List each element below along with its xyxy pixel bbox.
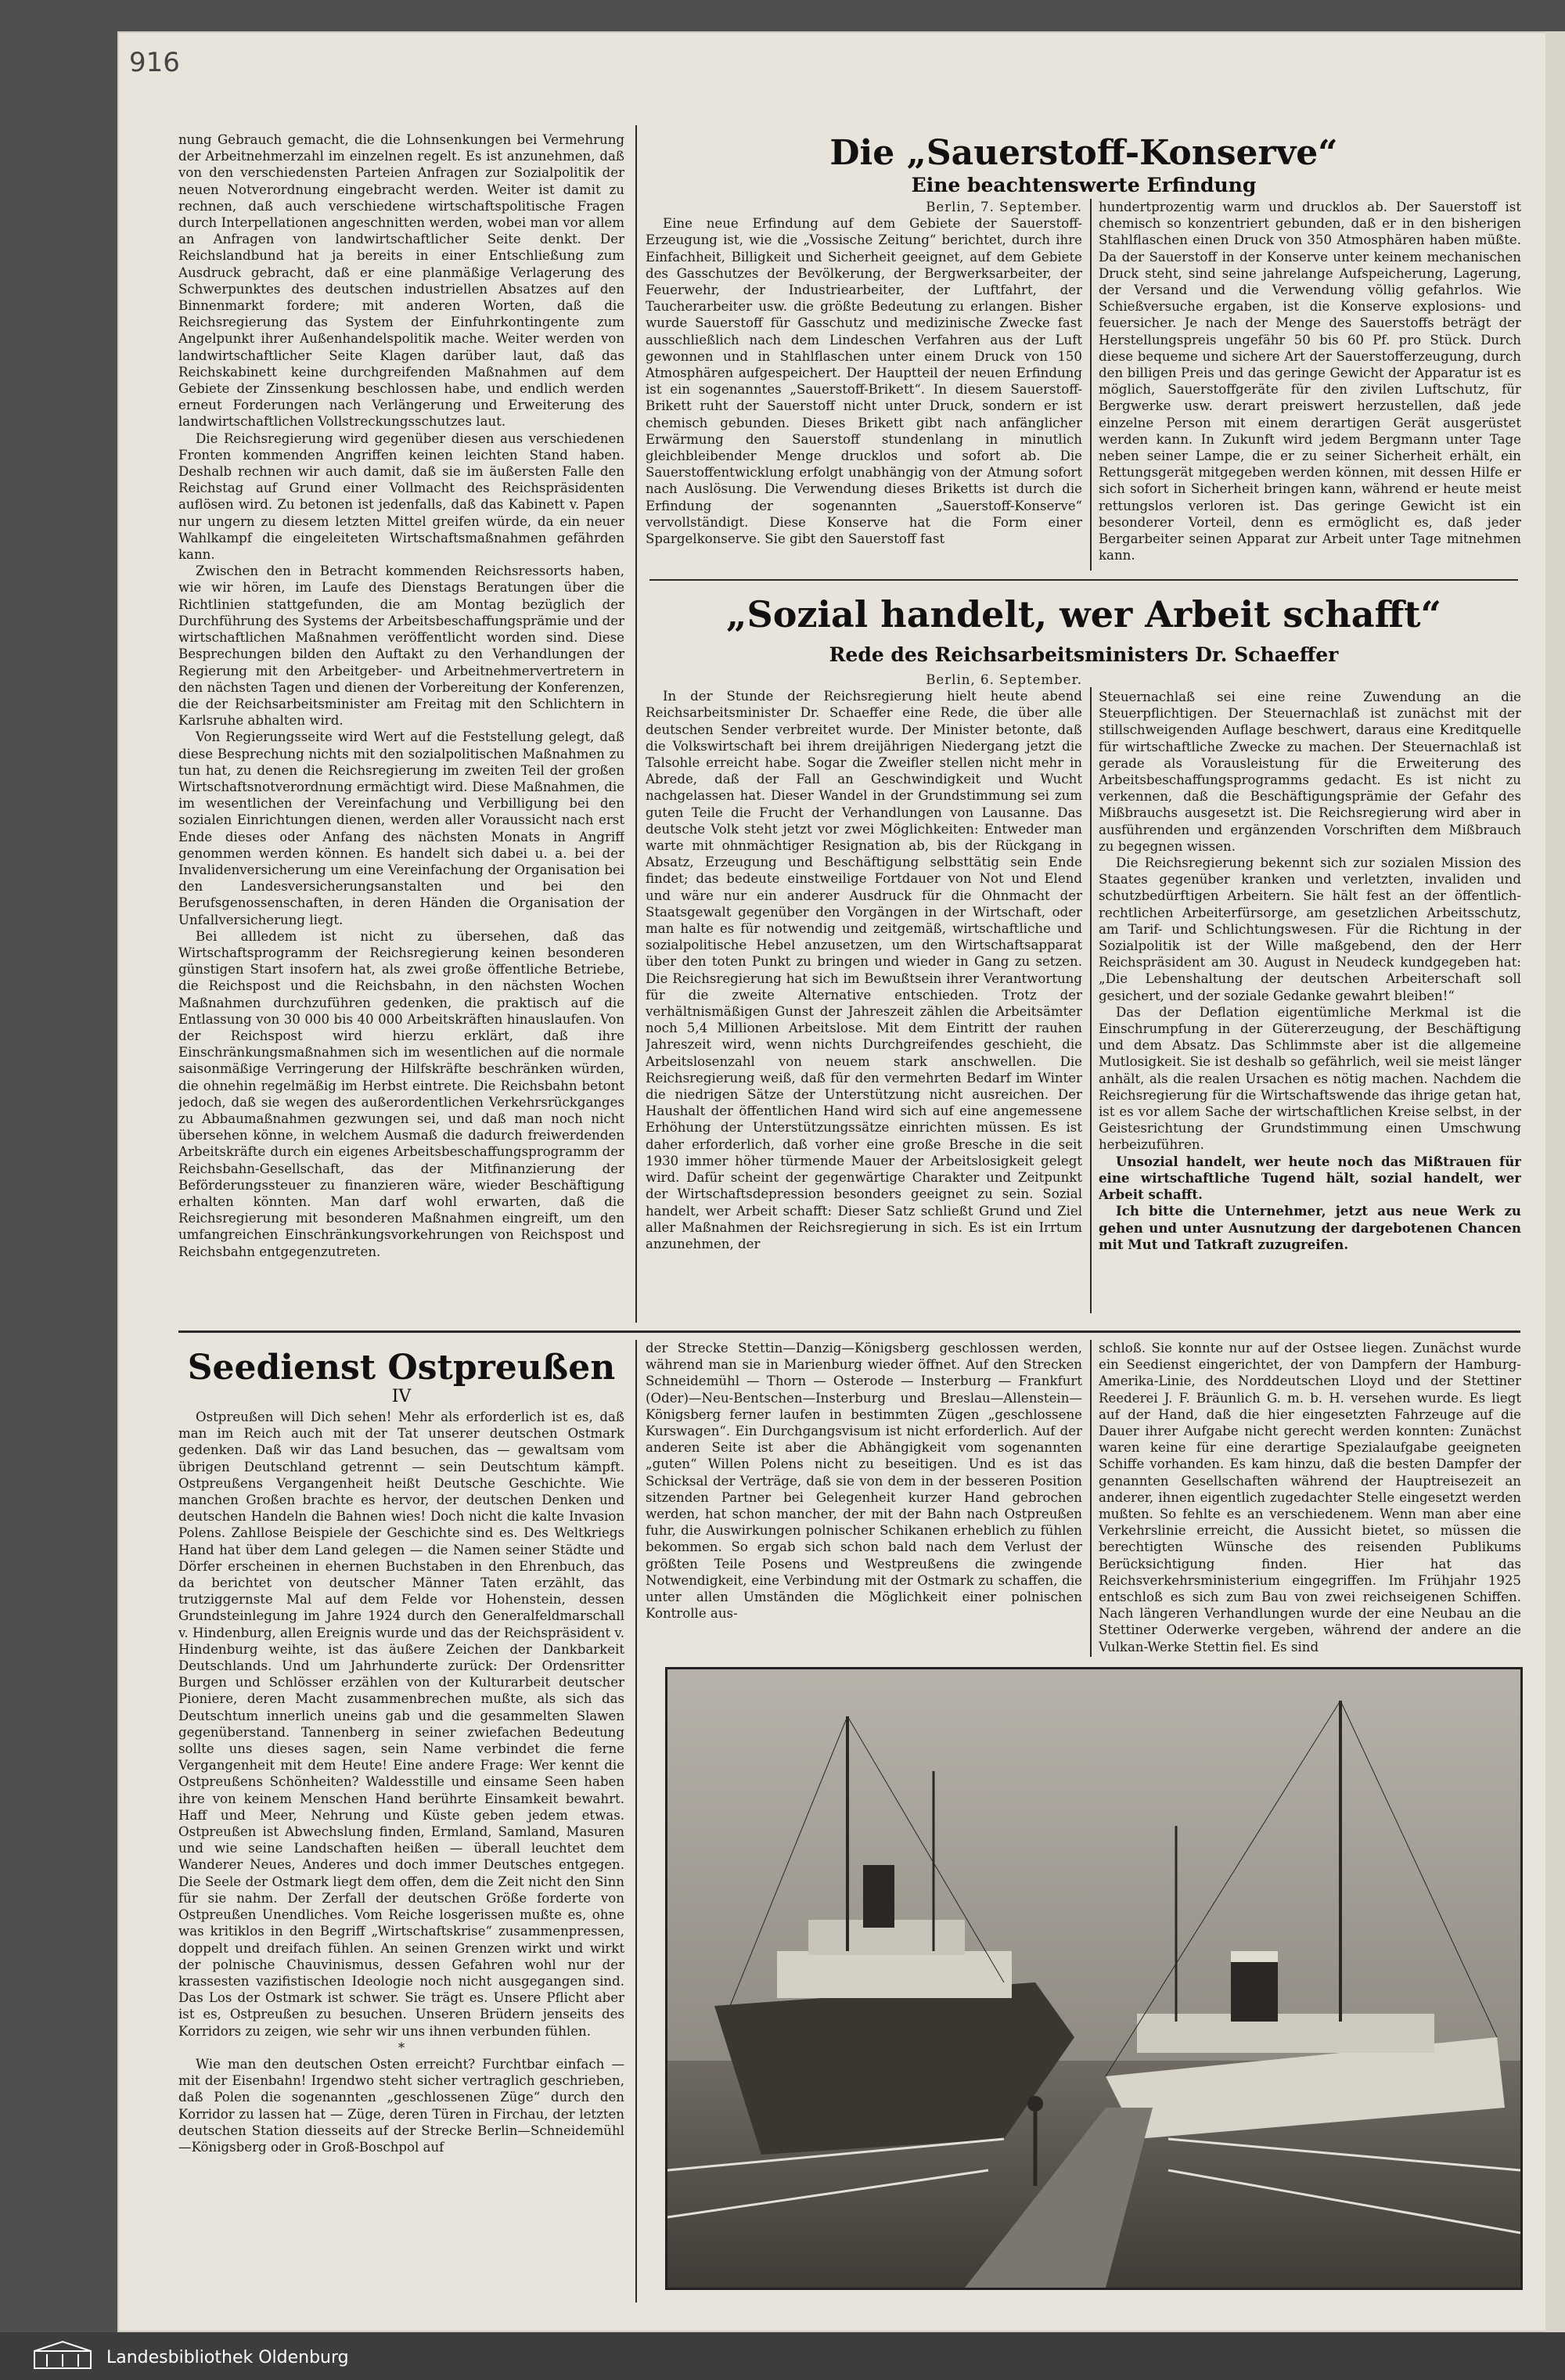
library-logo-icon — [31, 2340, 94, 2371]
article3-body: Wie man den deutschen Osten erreicht? Furchtbar einfach — mit der Eisenbahn! Irgendwo steht sicher vertraglich geschrieben, daß Polen die sogenannten „geschlossenen Züge“ durch den Korridor zu lassen hat — Züge, deren Türen in Firchau, der letzten deutschen Station diesseits auf der Strecke Berlin—Schneidemühl—Königsberg oder in Groß-Boschpol auf — [178, 2056, 624, 2155]
left-paragraph: Bei allledem ist nicht zu übersehen, daß das Wirtschaftsprogramm der Reichsregierung keinen besonderen günstigen Start insofern hat, als zwei große öffentliche Betriebe, die Reichspost und die Reichsbahn, in den nächsten Wochen Maßnahmen durchzuführen gedenken, die praktisch auf die Entlassung von 30 000 bis 40 000 Arbeitskräften hinauslaufen. Von der Reichspost wird hierzu erklärt, daß ihre Einschränkungsmaßnahmen sich im wesentlichen auf die normale saisonmäßige Verringerung der Hilfskräfte beschränken würden, die ohnehin regelmäßig im Herbst eintrete. Die Reichsbahn betont jedoch, daß sie wegen des außerordentlichen Verkehrsrückganges zu Abbaumaßnahmen gezwungen sei, und daß man noch nicht übersehen könne, in welchem Ausmaß die dadurch freiwerdenden Arbeitskräfte durch ein eigenes Arbeitsbeschaffungsprogramm der Reichsbahn-Gesellschaft, das der Mitfinanzierung der Beförderungssteuer zu finanzieren wäre, wieder Beschäftigung erhalten könnten. Man darf wohl erwarten, daß die Reichsregierung mit besonderen Maßnahmen eingreift, um den umfangreichen Einschränkungsvorkehrungen von Reichspost und Reichsbahn entgegenzutreten. — [178, 928, 624, 1259]
article2-body-right: Ich bitte die Unternehmer, jetzt aus neue Werk zu gehen und unter Ausnutzung der dargebotenen Chancen mit Mut und Tatkraft zuzugreifen. — [1099, 1203, 1521, 1252]
left-paragraph: Zwischen den in Betracht kommenden Reichsressorts haben, wie wir hören, im Laufe des Dienstags Beratungen über die Richtlinien stattgefunden, die am Montag bezüglich der Durchführung des Systems der Arbeitsbeschaffungsprämie und der wirtschaftlichen Maßnahmen veröffentlicht worden sind. Diese Besprechungen bilden den Auftakt zu den Verhandlungen der Regierung mit den Arbeitgeber- und Arbeitnehmervertretern in den nächsten Tagen und dienen der Vorbereitung der Konferenzen, die der Reichsarbeitsminister am Freitag mit den Schlichtern in Karlsruhe abhalten wird. — [178, 563, 624, 729]
article1-dateline: Berlin, 7. September. — [926, 200, 1082, 214]
column-rule — [1090, 687, 1092, 1313]
article1-body-right: hundertprozentig warm und drucklos ab. Der Sauerstoff ist chemisch so konzentriert gebunden, daß er in den bisherigen Stahlflaschen einen Druck von 350 Atmosphären haben müßte. Da der Sauerstoff in der Konserve unter keinem mechanischen Druck steht, sind seine jahrelange Aufspeicherung, Lagerung, der Versand und die Verwendung völlig gefahrlos. Wie Schießversuche ergaben, ist die Konserve explosions- und feuersicher. Je nach der Menge des Sauerstoffs beträgt der Herstellungspreis ungefähr 50 bis 60 Pf. pro Stück. Durch diese bequeme und sichere Art der Sauerstofferzeugung, durch den billigen Preis und das geringe Gewicht der Apparatur ist es möglich, Sauerstoffgeräte für den zivilen Luftschutz, für Bergwerke usw. derart preiswert herzustellen, daß jede einzelne Person mit einem derartigen Gerät ausgerüstet werden kann. In Zukunft wird jedem Bergmann unter Tage neben seiner Lampe, die er zu seiner Sicherheit erhält, ein Rettungsgerät mitgegeben werden können, mit dessen Hilfe er sich sofort in Sicherheit bringen kann, während er heute meist rettungslos verloren ist. Das geringe Gewicht ist ein besonderer Vorteil, denn es ermöglicht es, daß jeder Bergarbeiter seinen Apparat zur Arbeit unter Tage mitnehmen kann. — [1099, 200, 1521, 563]
article2-body-right: Das der Deflation eigentümliche Merkmal ist die Einschrumpfung in der Gütererzeugung, der Beschäftigung und dem Absatz. Das Schlimmste aber ist die allgemeine Mutlosigkeit. Sie ist deshalb so gefährlich, weil sie meist länger anhält, als die realen Ursachen es nötig machen. Nachdem die Reichsregierung für die Wirtschaftswende das ihrige getan hat, ist es vor allem Sache der wirtschaftlichen Kreise selbst, in der Geistesrichtung der Grundstimmung einen Umschwung herbeizuführen. — [1099, 1004, 1521, 1153]
article3-body-right: schloß. Sie konnte nur auf der Ostsee liegen. Zunächst wurde ein Seedienst eingerichtet, der von Dampfern der Hamburg-Amerika-Linie, des Norddeutschen Lloyd und der Stettiner Reederei J. F. Bräunlich G. m. b. H. versehen wurde. Es liegt auf der Hand, daß die hier eingesetzten Fahrzeuge auf die Dauer ihrer Aufgabe nicht gerecht werden konnten: Zunächst waren keine für eine derartige Spezialaufgabe geeigneten Schiffe vorhanden. Es kam hinzu, daß die besten Dampfer der genannten Gesellschaften während der Hauptreisezeit an anderer, ihnen eigentlich zugedachter Stelle eingesetzt werden mußten. So fehlte es an verschiedenem. Wenn man aber eine Verkehrslinie erreicht, die Aussicht bietet, so müssen die berechtigten Wünsche des reisenden Publikums Berücksichtigung finden. Hier hat das Reichsverkehrsministerium eingegriffen. Im Frühjahr 1925 entschloß es sich zum Bau von zwei reichseigenen Schiffen. Nach längeren Verhandlungen wurde der eine Neubau an die Stettiner Oderwerke vergeben, während der andere an die Vulkan-Werke Stettin fiel. Es sind — [1099, 1341, 1521, 1654]
article3-col2 — [646, 1340, 1082, 1657]
article2-col2 — [1099, 689, 1521, 1321]
article1-subtitle: Eine beachtenswerte Erfindung — [911, 174, 1257, 196]
article2-body-right: Die Reichsregierung bekennt sich zur sozialen Mission des Staates gegenüber kranken und verletzten, invaliden und schutzbedürftigen Arbeitern. Sie hält fest an der öffentlich-rechtlichen Arbeiterfürsorge, am gesetzlichen Arbeitsschutz, am Tarif- und Schlichtungswesen. Für die Richtung in der Sozialpolitik ist der Wille maßgebend, den der Herr Reichspräsident am 30. August in Neudeck kundgegeben hat: „Die Lebenshaltung der deutschen Arbeiterschaft soll gesichert, und der soziale Gedanke gewahrt bleiben!“ — [1099, 855, 1521, 1003]
article1-col1 — [646, 199, 1082, 574]
article2-body-left: In der Stunde der Reichsregierung hielt heute abend Reichsarbeitsminister Dr. Schaeffer eine Rede, die über alle deutschen Sender verbreitet wurde. Der Minister betonte, daß die Volkswirtschaft bei ihrem dreijährigen Niedergang jetzt die Talsohle erreicht habe. Sogar die Zweifler stellen nicht mehr in Abrede, daß der Fall an Geschwindigkeit und Wucht nachgelassen hat. Dieser Wandel in der Grundstimmung sei zum guten Teile die Frucht der Verhandlungen von Lausanne. Das deutsche Volk steht jetzt vor zwei Möglichkeiten: Entweder man warte mit ohnmächtiger Resignation ab, bis der Rückgang in Absatz, Erzeugung und Beschäftigung selbsttätig sein Ende findet; das bedeute einstweilige Fortdauer von Not und Elend und wäre nur ein anderer Ausdruck für die Ohnmacht der Staatsgewalt gegenüber den Vorgängen in der Wirtschaft, oder man halte es für notwendig und zeitgemäß, wirtschaftliche und sozialpolitische Hebel anzusetzen, um den Wirtschaftsapparat über den toten Punkt zu bringen und wieder in Gang zu setzen. Die Reichsregierung hat sich im Bewußtsein ihrer Verantwortung für die zweite Alternative entschieden. Trotz der verhältnismäßigen Gunst der Jahreszeit zählen die Arbeitsämter noch 5,4 Millionen Arbeitslose. Mit dem Eintritt der rauhen Jahreszeit wird, wenn nichts Durchgreifendes geschieht, die Arbeitslosenzahl von neuem stark anschwellen. Die Reichsregierung weiß, daß für den vermehrten Bedarf im Winter die niedrigen Sätze der Unterstützung nicht ausreichen. Der Haushalt der öffentlichen Hand wird sich auf eine angemessene Erhöhung der Unterstützungssätze einrichten müssen. Es ist daher erforderlich, daß vorher eine große Bresche in die seit 1930 immer höher türmende Mauer der Arbeitslosigkeit gelegt wird. Dafür scheint der gegenwärtige Charakter und Zeitpunkt der Wirtschaftsdepression besonders geeignet zu sein. Sozial handelt, wer Arbeit schafft: Dieser Satz schließt Grund und Ziel aller Maßnahmen der Reichsregierung in sich. Es ist ein Irrtum anzunehmen, der — [646, 689, 1082, 1251]
article2-col1 — [646, 672, 1082, 1318]
article1-title: Die „Sauerstoff-Konserve“ — [829, 133, 1338, 173]
article2-dateline: Berlin, 6. September. — [926, 672, 1082, 687]
column-rule — [635, 125, 637, 1323]
article1-col2 — [1099, 199, 1521, 574]
column-rule — [635, 1340, 637, 2303]
article3-title: Seedienst Ostpreußen — [187, 1348, 616, 1388]
left-paragraph: Von Regierungsseite wird Wert auf die Feststellung gelegt, daß diese Besprechung nichts mit den sozialpolitischen Maßnahmen zu tun hat, zu denen die Reichsregierung im zweiten Teil der großen Wirtschaftsnotverordnung ermächtigt wird. Diese Maßnahmen, die im wesentlichen der Vereinfachung und Verbilligung bei den sozialen Einrichtungen dienen, werden aller Voraussicht nach erst Ende dieses oder Anfang des nächsten Monats in Angriff genommen werden können. Es handelt sich dabei u. a. bei der Invalidenversicherung um eine Vereinfachung der Organisation bei den Landesversicherungsanstalten und bei den Berufsgenossenschaften, in deren Händen die Organisation der Unfallversicherung liegt. — [178, 729, 624, 927]
article3-body-middle: der Strecke Stettin—Danzig—Königsberg geschlossen werden, während man sie in Marienburg wieder öffnet. Auf den Strecken Schneidemühl — Thorn — Osterode — Insterburg — Frankfurt (Oder)—Neu-Bentschen—Insterburg und Breslau—Allenstein—Königsberg ferner laufen in bestimmten Zügen „geschlossene Kurswagen“. Ein Durchgangsvisum ist nicht erforderlich. Auf der anderen Seite ist aber die Abhängigkeit vom sogenannten „guten“ Willen Polens nicht zu beseitigen. Und es ist das Schicksal der Verträge, daß sie von dem in der besseren Position sitzenden Partner bei Gelegenheit kurzer Hand gebrochen werden, hat schon mancher, der mit der Bahn nach Ostpreußen fuhr, die Auswirkungen polnischer Schikanen erheblich zu fühlen bekommen. So ergab sich schon bald nach dem Verlust der größten Teile Posens und Westpreußens die zwingende Notwendigkeit, eine Verbindung mit der Ostmark zu schaffen, die unter allen Umständen die Möglichkeit einer polnischen Kontrolle aus- — [646, 1341, 1082, 1622]
column-rule — [1090, 1340, 1092, 1657]
article3-col1 — [178, 1409, 624, 2309]
star-separator: * — [398, 2040, 405, 2055]
article2-subtitle: Rede des Reichsarbeitsministers Dr. Schaeffer — [829, 643, 1339, 666]
left-paragraph: Die Reichsregierung wird gegenüber diesen aus verschiedenen Fronten kommenden Angriffen keinen leichten Stand haben. Deshalb rechnen wir auch damit, daß sie im äußersten Falle den Reichstag auf Grund einer Vollmacht des Reichspräsidenten auflösen wird. Zu betonen ist jedenfalls, daß das Kabinett v. Papen nur ungern zu diesem letzten Mittel greifen würde, da ein neuer Wahlkampf die eingeleiteten Wirtschaftsmaßnahmen gefährden kann. — [178, 430, 624, 563]
library-name: Landesbibliothek Oldenburg — [106, 2348, 349, 2367]
article2-body-right: Steuernachlaß sei eine reine Zuwendung an die Steuerpflichtigen. Der Steuernachlaß ist zunächst mit der stillschweigenden Auflage beschwert, daraus eine Kreditquelle für wirtschaftliche Zwecke zu machen. Der Steuernachlaß ist gerade als Vorausleistung für die Erweiterung des Arbeitsbeschaffungsprogramms gedacht. Es ist nicht zu verkennen, daß die Beschäftigungsprämie der Gefahr des Mißbrauchs ausgesetzt ist. Die Reichsregierung wird aber in ausführenden und ergänzenden Vorschriften dem Mißbrauch zu begegnen wissen. — [1099, 690, 1521, 854]
article2-body-right: Unsozial handelt, wer heute noch das Mißtrauen für eine wirtschaftliche Tugend hält, sozial handelt, wer Arbeit schafft. — [1099, 1153, 1521, 1203]
ship-photo-drawing — [667, 1669, 1520, 2288]
ship-photograph — [665, 1667, 1523, 2290]
article3-numeral: IV — [391, 1387, 412, 1406]
article3-body: Ostpreußen will Dich sehen! Mehr als erforderlich ist es, daß man im Reich auch mit der Tat unserer deutschen Ostmark gedenken. Daß wir das Land besuchen, das — gewaltsam vom übrigen Deutschland getrennt — sein Deutschtum kämpft. Ostpreußens Vergangenheit heißt Deutsche Geschichte. Wie manchen Großen brachte es hervor, der deutschen Denken und deutschen Handeln die Bahnen wies! Doch nicht die kalte Invasion Polens. Zahllose Beispiele der Geschichte sind es. Des Weltkriegs Hand hat über dem Land gelegen — die Namen seiner Städte und Dörfer erscheinen in ehernen Buchstaben in den Ehrenbuch, das da berichtet von deutscher Männer Taten erzählt, das trutziggernste Mal auf dem Felde vor Hohenstein, dessen Grundsteinlegung im Jahre 1924 durch den Generalfeldmarschall v. Hindenburg, allen Ereignis wurde und das der Reichspräsident v. Hindenburg weihte, ist das äußere Zeichen der Dankbarkeit Deutschlands. Und um Jahrhunderte zurück: Der Ordensritter Burgen und Schlösser erzählen von der Kulturarbeit deutscher Pioniere, deren Macht zusammenbrechen mußte, als sich das Deutschtum innerlich uneins gab und die gesammelten Slawen gegenüberstand. Tannenberg in seiner zwiefachen Bedeutung sollte uns dieses sagen, sein Name verbindet die ferne Vergangenheit mit dem Heute! Eine andere Frage: Wer kennt die Ostpreußens Schönheiten? Waldesstille und einsame Seen haben ihre von keinem Menschen Hand berührte Einsamkeit bewahrt. Haff und Meer, Nehrung und Küste geben jedem etwas. Ostpreußen ist Abwechslung finden, Ermland, Samland, Masuren und wie seine Landschaften heißen — überall leuchtet dem Wanderer Neues, Anderes und doch immer Deutsches entgegen. Die Seele der Ostmark liegt dem offen, dem die Zeit nicht den Sinn für sie nahm. Der Zerfall der deutschen Größe forderte von Ostpreußen Unendliches. Vom Reiche losgerissen mußte es, ohne was kritiklos in den Begriff „Wirtschaftskrise“ zusammenpressen, doppelt und dreifach fühlen. An seinen Grenzen wirkt und wirkt der polnische Chauvinismus, dessen Gefahren wohl nur der krassesten vazifistischen Ideologie noch nicht ausgegangen sind. Das Los der Ostmark ist schwer. Sie trägt es. Unsere Pflicht aber ist es, Ostpreußen zu besuchen. Unseren Brüdern jenseits des Korridors zu zeigen, wie sehr wir uns ihnen verbunden fühlen. — [178, 1410, 624, 2039]
next-page-edge — [1545, 31, 1565, 2332]
article-separator — [649, 579, 1518, 581]
article3-col3 — [1099, 1340, 1521, 1657]
left-column-text — [178, 131, 624, 1317]
column-rule — [1090, 199, 1092, 571]
article2-title: „Sozial handelt, wer Arbeit schafft“ — [726, 593, 1441, 636]
section-separator — [178, 1330, 1520, 1333]
left-paragraph: nung Gebrauch gemacht, die die Lohnsenkungen bei Vermehrung der Arbeitnehmerzahl im einzelnen regelt. Es ist anzunehmen, daß von den verschiedensten Parteien Anfragen zur Sozialpolitik der neuen Notverordnung eingebracht werden. Weiter ist damit zu rechnen, daß auch verschiedene wirtschaftspolitische Fragen durch Interpellationen angeschnitten werden, wobei man vor allem an Anfragen von landwirtschaftlicher Seite denkt. Der Reichslandbund hat ja bereits in einer Entschließung zum Ausdruck gebracht, daß er eine planmäßige Verlagerung des Schwerpunktes des deutschen industriellen Absatzes auf den Binnenmarkt fordere; mit anderen Worten, daß die Reichsregierung das System der Einfuhrkontingente zum Angelpunkt ihrer Außenhandelspolitik mache. Weiter werden von landwirtschaftlicher Seite Klagen darüber laut, daß das Reichskabinett keine durchgreifenden Maßnahmen auf dem Gebiete der Zinssenkung beschlossen habe, und endlich werden erneut Forderungen nach Verlängerung und Erweiterung des landwirtschaftlichen Vollstreckungsschutzes laut. — [178, 132, 624, 430]
article1-body-left: Eine neue Erfindung auf dem Gebiete der Sauerstoff-Erzeugung ist, wie die „Vossische Zeitung“ berichtet, durch ihre Einfachheit, Billigkeit und Sicherheit geeignet, auf dem Gebiete des Gasschutzes der Bevölkerung, der Bergwerksarbeiter, der Feuerwehr, der Industriearbeiter, der Luftfahrt, der Taucherarbeiter usw. die größte Bedeutung zu erlangen. Bisher wurde Sauerstoff für Gasschutz und medizinische Zwecke fast ausschließlich nach dem Lindeschen Verfahren aus der Luft gewonnen und in Stahlflaschen unter einem Druck von 150 Atmosphären aufgespeichert. Der Hauptteil der neuen Erfindung ist ein sogenanntes „Sauerstoff-Brikett“. In diesem Sauerstoff-Brikett ruht der Sauerstoff nicht unter Druck, sondern er ist chemisch gebunden. Dieses Brikett gibt nach anfänglicher Erwärmung den Sauerstoff stundenlang in minutlich gleichbleibender Menge drucklos und sofort ab. Die Sauerstoffentwicklung erfolgt unabhängig von der Atmung sofort nach Auslösung. Die Verwendung dieses Briketts ist durch die Erfindung der sogenannten „Sauerstoff-Konserve“ vervollständigt. Diese Konserve hat die Form einer Spargelkonserve. Sie gibt den Sauerstoff fast — [646, 216, 1082, 547]
page-number: 916 — [129, 47, 180, 78]
